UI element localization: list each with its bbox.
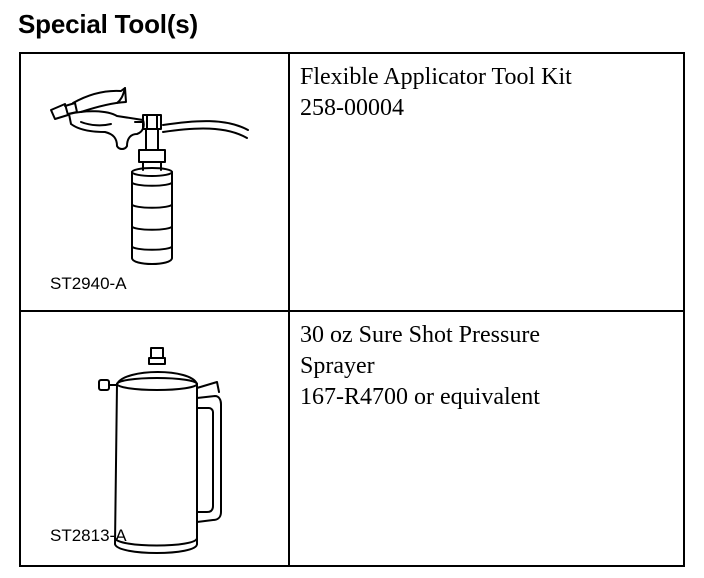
figure-id: ST2813-A xyxy=(50,526,127,545)
section-title: Special Tool(s) xyxy=(18,9,198,39)
tool-name: Flexible Applicator Tool Kit xyxy=(300,64,572,90)
tool-name: 30 oz Sure Shot Pressure xyxy=(300,322,540,348)
column-divider xyxy=(288,54,290,310)
tool-row xyxy=(21,54,683,312)
tool-part-number: 258-00004 xyxy=(300,95,404,121)
tool-row xyxy=(21,312,683,565)
special-tools-table xyxy=(19,52,685,567)
tool-name-continued: Sprayer xyxy=(300,353,375,379)
tool-illustration-cell xyxy=(21,312,288,565)
column-divider xyxy=(288,312,290,565)
tool-part-number: 167-R4700 or equivalent xyxy=(300,384,540,410)
tool-description xyxy=(300,320,673,413)
tool-description xyxy=(300,62,673,124)
figure-id: ST2940-A xyxy=(50,274,127,293)
tool-illustration-cell xyxy=(21,54,288,310)
